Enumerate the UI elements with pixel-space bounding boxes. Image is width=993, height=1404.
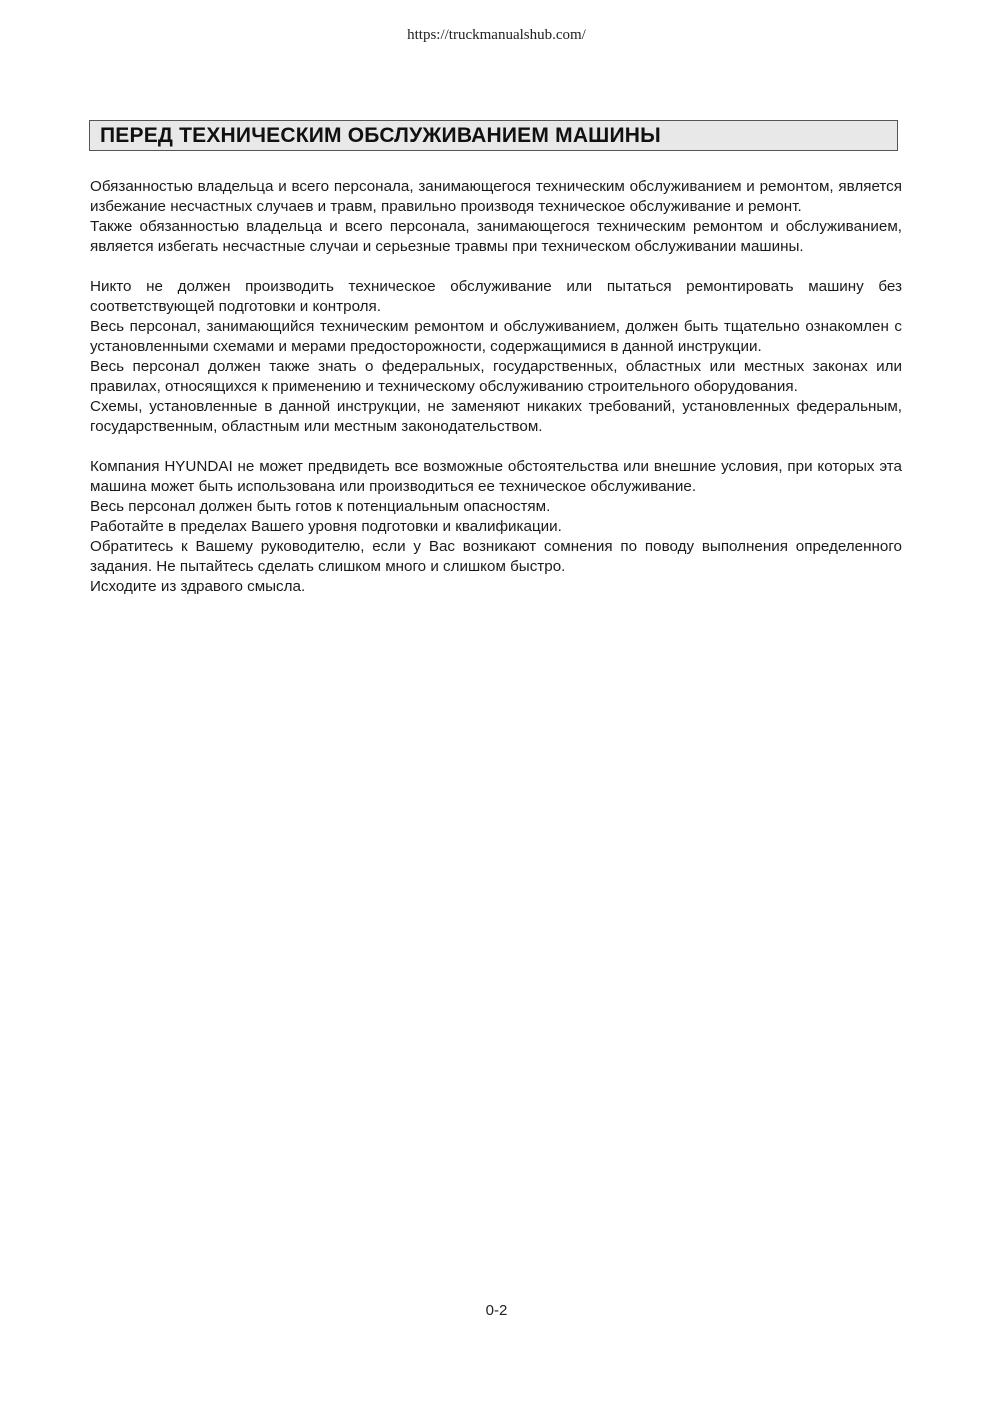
paragraph: Весь персонал должен быть готов к потенциальным опасностям. <box>90 498 551 515</box>
section-3 <box>90 457 902 597</box>
section-spacer <box>90 257 902 277</box>
paragraph: Работайте в пределах Вашего уровня подготовки и квалификации. <box>90 518 562 535</box>
section-2 <box>90 277 902 437</box>
paragraph: Обратитесь к Вашему руководителю, если у Вас возникают сомнения по поводу выполнения определенного задания. Не пытайтесь сделать слишком много и слишком быстро. <box>90 538 902 575</box>
paragraph: Компания HYUNDAI не может предвидеть все возможные обстоятельства или внешние условия, при которых эта машина может быть использована или производиться ее техническое обслуживание. <box>90 458 902 495</box>
paragraph: Исходите из здравого смысла. <box>90 578 306 595</box>
section-title-box <box>89 120 898 151</box>
source-url: https://truckmanualshub.com/ <box>407 27 586 43</box>
document-body <box>90 177 902 597</box>
paragraph: Также обязанностью владельца и всего персонала, занимающегося техническим ремонтом и обслуживанием, является избегать несчастные случаи и серьезные травмы при техническом обслуживании машины. <box>90 218 902 255</box>
page-title: ПЕРЕД ТЕХНИЧЕСКИМ ОБСЛУЖИВАНИЕМ МАШИНЫ <box>100 123 661 147</box>
paragraph: Весь персонал, занимающийся техническим ремонтом и обслуживанием, должен быть тщательно ознакомлен с установленными схемами и мерами предосторожности, содержащимися в данной инструкции. <box>90 318 902 355</box>
paragraph: Весь персонал должен также знать о федеральных, государственных, областных или местных законах или правилах, относящихся к применению и техническому обслуживанию строительного оборудования. <box>90 358 902 395</box>
paragraph: Схемы, установленные в данной инструкции, не заменяют никаких требований, установленных федеральным, государственным, областным или местным законодательством. <box>90 398 902 435</box>
section-spacer <box>90 437 902 457</box>
paragraph: Никто не должен производить техническое обслуживание или пытаться ремонтировать машину без соответствующей подготовки и контроля. <box>90 278 902 315</box>
page-number: 0-2 <box>485 1302 508 1319</box>
section-1 <box>90 177 902 257</box>
paragraph: Обязанностью владельца и всего персонала, занимающегося техническим обслуживанием и ремонтом, является избежание несчастных случаев и травм, правильно производя техническое обслуживание и ремонт. <box>90 178 902 215</box>
